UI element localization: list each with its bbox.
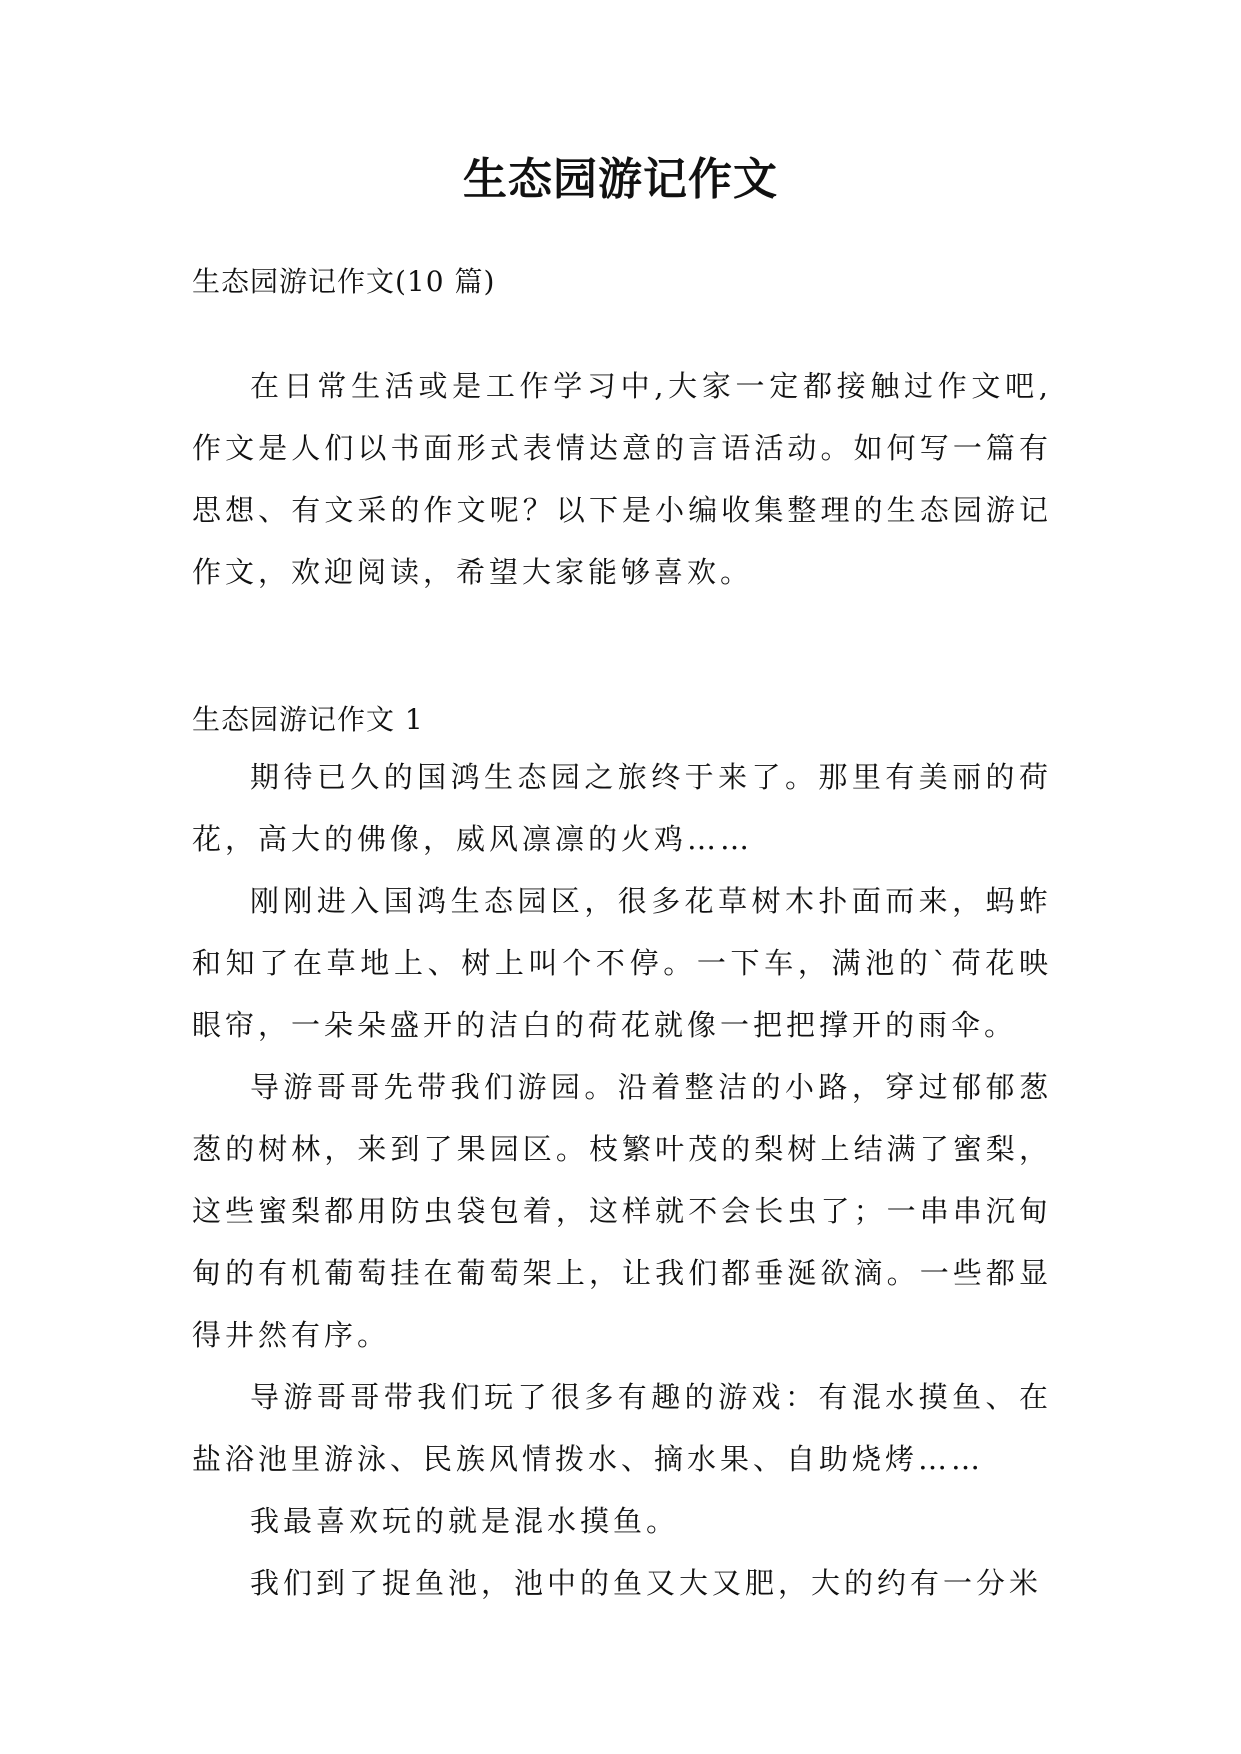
body-paragraph: 我们到了捉鱼池，池中的鱼又大又肥，大的约有一分米 [250,1566,1043,1600]
body-paragraph: 导游哥哥先带我们游园。沿着整洁的小路，穿过郁郁葱葱的树林，来到了果园区。枝繁叶茂的梨树上结满了蜜梨，这些蜜梨都用防虫袋包着，这样就不会长虫了；一串串沉甸甸的有机葡萄挂在葡萄架上，让我们都垂涎欲滴。一些都显得井然有序。 [192,1070,1052,1352]
body-paragraph: 我最喜欢玩的就是混水摸鱼。 [250,1504,680,1538]
section-body [192,746,1052,1614]
document-title: 生态园游记作文 [463,154,778,205]
intro-paragraph: 在日常生活或是工作学习中,大家一定都接触过作文吧,作文是人们以书面形式表情达意的言语活动。如何写一篇有思想、有文采的作文呢？以下是小编收集整理的生态园游记作文，欢迎阅读，希望大家能够喜欢。 [192,369,1052,589]
section-heading: 生态园游记作文 1 [192,703,424,736]
document-subtitle: 生态园游记作文(10 篇) [192,265,496,298]
intro-block [192,355,1052,603]
body-paragraph: 刚刚进入国鸿生态园区，很多花草树木扑面而来，蚂蚱和知了在草地上、树上叫个不停。一下车，满池的`荷花映眼帘，一朵朵盛开的洁白的荷花就像一把把撑开的雨伞。 [192,884,1052,1042]
body-paragraph: 导游哥哥带我们玩了很多有趣的游戏：有混水摸鱼、在盐浴池里游泳、民族风情拨水、摘水果、自助烧烤…… [192,1380,1052,1476]
body-paragraph: 期待已久的国鸿生态园之旅终于来了。那里有美丽的荷花，高大的佛像，威风凛凛的火鸡…… [192,760,1052,856]
